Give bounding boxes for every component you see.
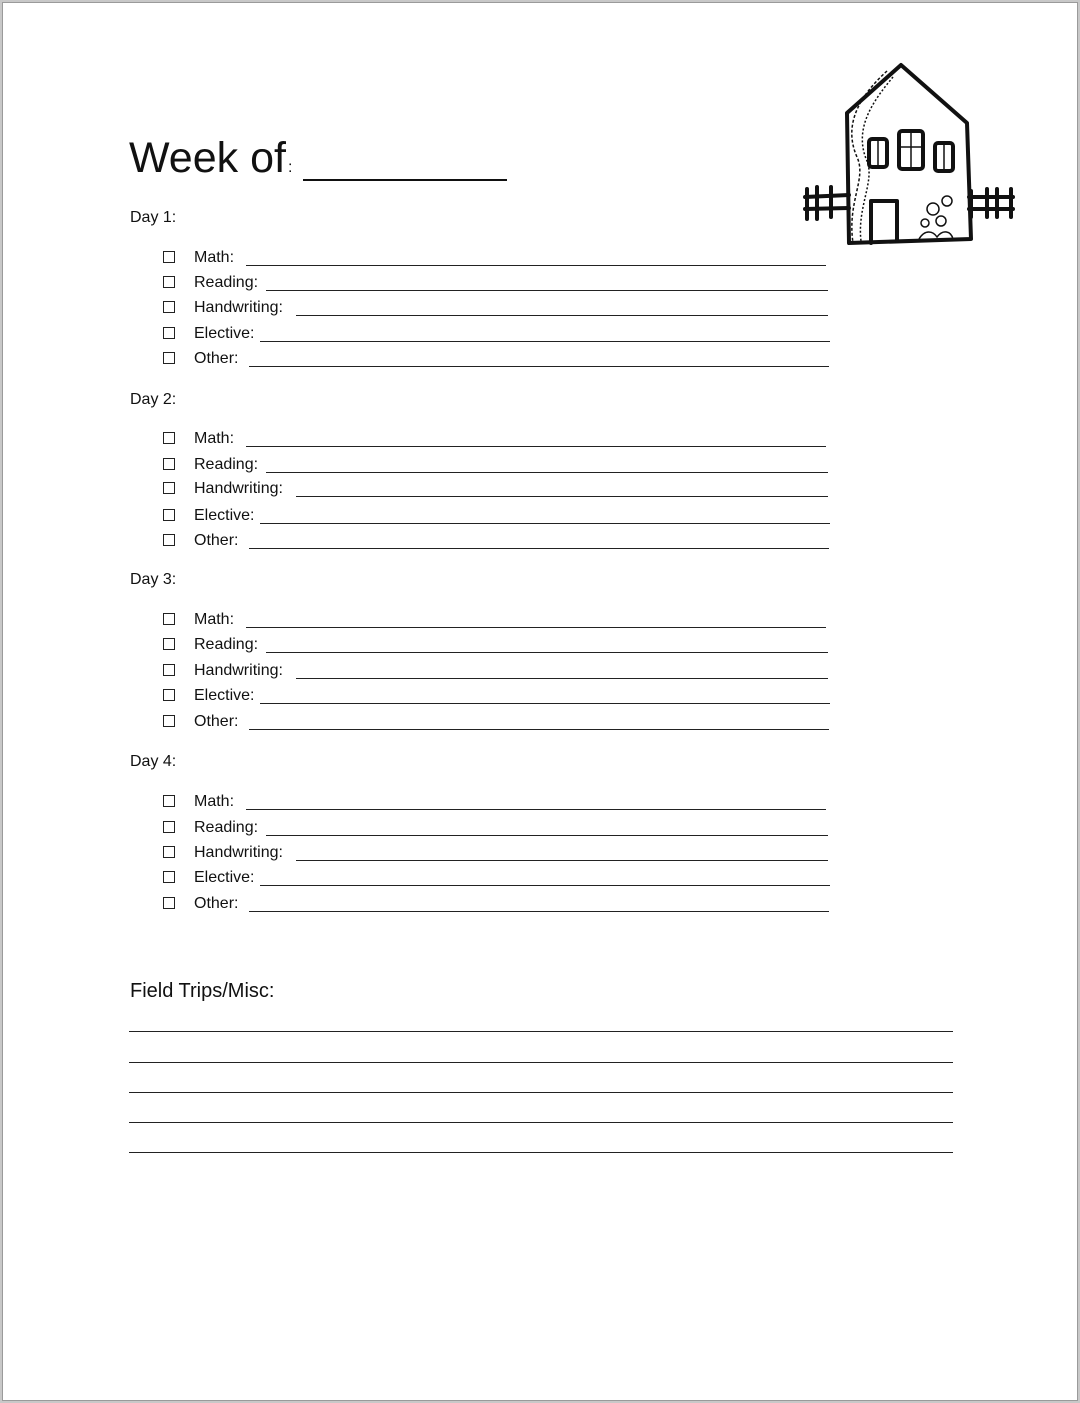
answer-line[interactable] [246,265,826,266]
checkbox[interactable] [163,871,175,883]
answer-line[interactable] [266,290,828,291]
day-label: Day 1: [130,209,177,226]
item-label: Elective: [194,869,255,886]
answer-line[interactable] [249,548,829,549]
answer-line[interactable] [266,835,828,836]
checkbox[interactable] [163,897,175,909]
item-label: Elective: [194,687,255,704]
page-title [129,133,292,193]
checkbox[interactable] [163,432,175,444]
checkbox[interactable] [163,534,175,546]
item-label: Math: [194,249,235,266]
item-label: Elective: [194,507,255,524]
title-colon: : [287,159,293,176]
item-label: Other: [194,350,239,367]
checkbox[interactable] [163,509,175,521]
day-label: Day 4: [130,753,177,770]
checkbox[interactable] [163,846,175,858]
item-label: Handwriting: [194,480,283,497]
checkbox[interactable] [163,664,175,676]
item-label: Math: [194,430,235,447]
checkbox[interactable] [163,276,175,288]
day-label: Day 2: [130,391,177,408]
item-label: Reading: [194,819,259,836]
item-label: Math: [194,793,235,810]
answer-line[interactable] [296,496,828,497]
field-trips-label: Field Trips/Misc: [130,980,275,1002]
misc-line[interactable] [129,1092,953,1093]
item-label: Handwriting: [194,844,283,861]
checkbox[interactable] [163,821,175,833]
answer-line[interactable] [266,472,828,473]
answer-line[interactable] [260,703,830,704]
answer-line[interactable] [246,809,826,810]
checkbox[interactable] [163,352,175,364]
checkbox[interactable] [163,482,175,494]
misc-line[interactable] [129,1031,953,1032]
item-label: Reading: [194,456,259,473]
checkbox[interactable] [163,795,175,807]
worksheet-page [2,2,1078,1401]
answer-line[interactable] [249,911,829,912]
answer-line[interactable] [249,729,829,730]
answer-line[interactable] [260,523,830,524]
checkbox[interactable] [163,613,175,625]
day-label: Day 3: [130,571,177,588]
checkbox[interactable] [163,251,175,263]
checkbox[interactable] [163,689,175,701]
answer-line[interactable] [249,366,829,367]
misc-line[interactable] [129,1152,953,1153]
answer-line[interactable] [260,885,830,886]
item-label: Reading: [194,274,259,291]
answer-line[interactable] [246,446,826,447]
item-label: Math: [194,611,235,628]
item-label: Reading: [194,636,259,653]
checkbox[interactable] [163,327,175,339]
answer-line[interactable] [260,341,830,342]
item-label: Other: [194,895,239,912]
checkbox[interactable] [163,301,175,313]
house-icon [801,61,1017,247]
item-label: Handwriting: [194,299,283,316]
answer-line[interactable] [296,315,828,316]
answer-line[interactable] [296,678,828,679]
item-label: Elective: [194,325,255,342]
answer-line[interactable] [266,652,828,653]
misc-line[interactable] [129,1062,953,1063]
checkbox[interactable] [163,458,175,470]
item-label: Other: [194,532,239,549]
item-label: Handwriting: [194,662,283,679]
title-text: Week of [129,134,286,182]
answer-line[interactable] [246,627,826,628]
answer-line[interactable] [296,860,828,861]
week-blank-line[interactable] [303,179,507,181]
checkbox[interactable] [163,715,175,727]
misc-line[interactable] [129,1122,953,1123]
checkbox[interactable] [163,638,175,650]
item-label: Other: [194,713,239,730]
